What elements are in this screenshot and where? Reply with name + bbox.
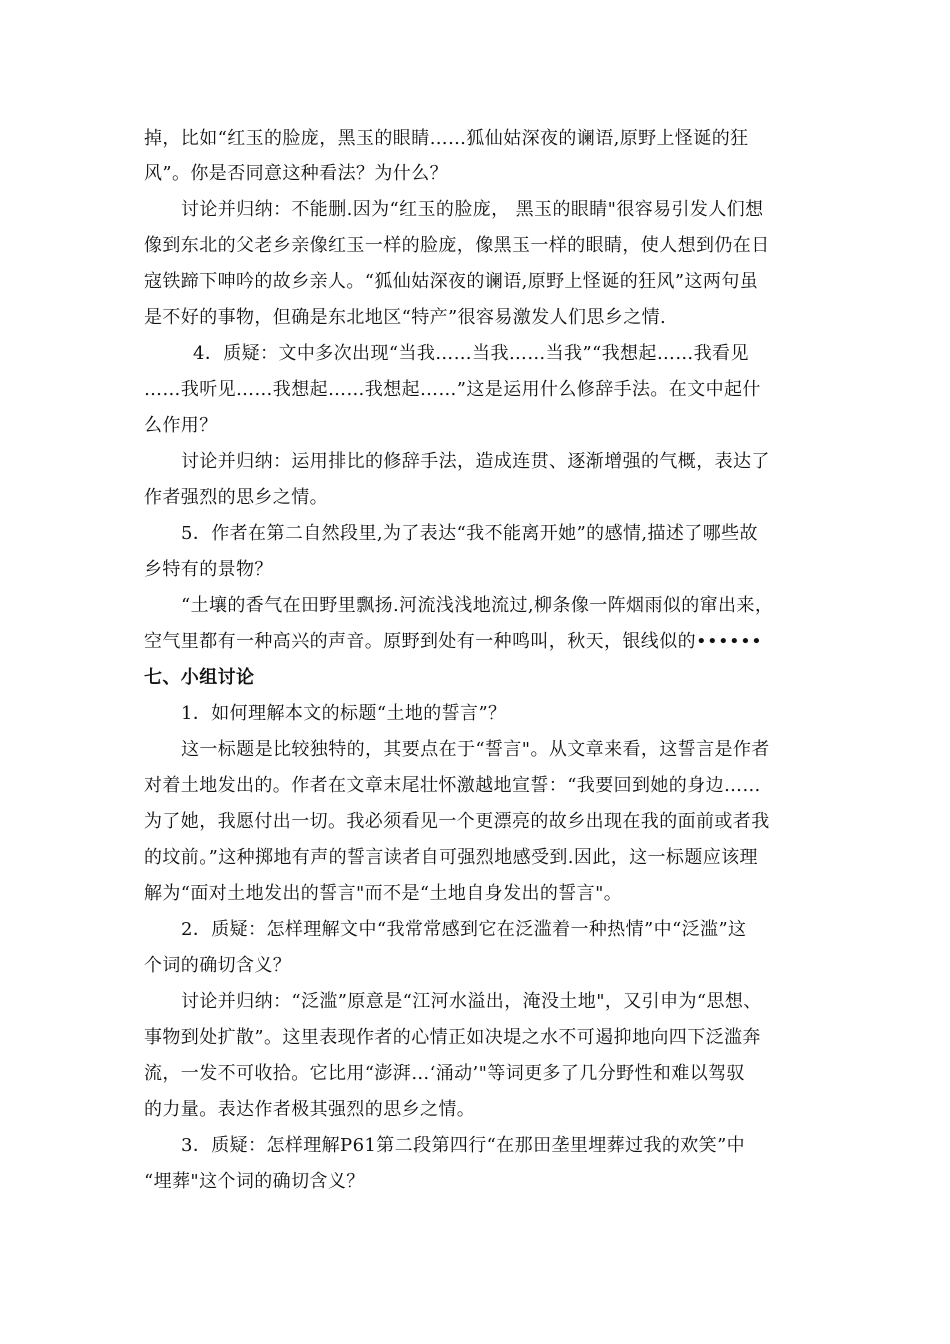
text-line: 解为“面对土地发出的誓言"而不是“土地自身发出的誓言"。 (144, 883, 623, 904)
text-line: 这一标题是比较独特的，其要点在于“誓言"。从文章来看，这誓言是作者 (181, 739, 770, 760)
text-line: 乡特有的景物？ (144, 559, 273, 580)
text-line: 空气里都有一种高兴的声音。原野到处有一种鸣叫，秋天，银线似的•••••• (144, 631, 763, 652)
text-line: 3．质疑：怎样理解P61第二段第四行“在那田垄里埋葬过我的欢笑”中 (181, 1135, 746, 1156)
text-line: 讨论并归纳：运用排比的修辞手法，造成连贯、逐渐增强的气概，表达了 (181, 451, 770, 472)
section-heading: 七、小组讨论 (144, 667, 255, 688)
text-line: 像到东北的父老乡亲像红玉一样的脸庞，像黑玉一样的眼睛，使人想到仍在日 (144, 235, 770, 256)
text-line: 对着土地发出的。作者在文章末尾壮怀激越地宣誓：“我要回到她的身边…… (144, 775, 761, 796)
text-line: 讨论并归纳：“泛滥”原意是“江河水溢出，淹没土地"，又引申为“思想、 (181, 991, 762, 1012)
text-line: 流，一发不可收拾。它比用“澎湃…‘涌动’"等词更多了几分野性和难以驾驭 (144, 1063, 745, 1084)
text-line: 讨论并归纳：不能删.因为“红玉的脸庞， 黑玉的眼睛"很容易引发人们想 (181, 199, 764, 220)
text-line: 风”。你是否同意这种看法？为什么？ (144, 163, 449, 184)
text-line: 寇铁蹄下呻吟的故乡亲人。“狐仙姑深夜的谰语,原野上怪诞的狂风”这两句虽 (144, 271, 759, 292)
text-line: 4．质疑：文中多次出现“当我……当我……当我”“我想起……我看见 (193, 343, 749, 364)
text-line: “埋葬"这个词的确切含义？ (144, 1171, 365, 1192)
text-line: 1．如何理解本文的标题“土地的誓言”？ (181, 703, 507, 724)
text-line: 个词的确切含义？ (144, 955, 292, 976)
text-line: 为了她，我愿付出一切。我必须看见一个更漂亮的故乡出现在我的面前或者我 (144, 811, 770, 832)
text-line: 5．作者在第二自然段里,为了表达“我不能离开她”的感情,描述了哪些故 (181, 523, 758, 544)
text-line: ……我听见……我想起……我想起……”这是运用什么修辞手法。在文中起什 (144, 379, 761, 400)
text-line: 掉，比如“红玉的脸庞，黑玉的眼睛……狐仙姑深夜的谰语,原野上怪诞的狂 (144, 128, 749, 149)
text-line: 2．质疑：怎样理解文中“我常常感到它在泛滥着一种热情”中“泛滥”这 (181, 919, 747, 940)
text-line: 的坟前。”这种掷地有声的誓言读者自可强烈地感受到.因此，这一标题应该理 (144, 847, 758, 868)
text-line: 的力量。表达作者极其强烈的思乡之情。 (144, 1099, 476, 1120)
text-line: 作者强烈的思乡之情。 (144, 487, 328, 508)
text-line: 么作用？ (144, 415, 218, 436)
text-line: “土壤的香气在田野里飘扬.河流浅浅地流过,柳条像一阵烟雨似的窜出来， (181, 595, 774, 616)
text-line: 是不好的事物，但确是东北地区“特产”很容易激发人们思乡之情. (144, 307, 667, 328)
text-line: 事物到处扩散”。这里表现作者的心情正如决堤之水不可遏抑地向四下泛滥奔 (144, 1027, 761, 1048)
